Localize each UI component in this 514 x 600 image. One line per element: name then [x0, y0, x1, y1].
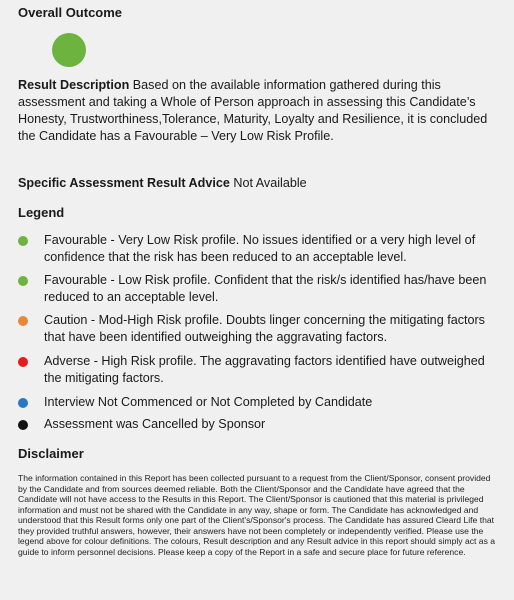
blue-dot-icon	[18, 398, 28, 408]
disclaimer-heading: Disclaimer	[18, 446, 84, 461]
legend-item-text: Assessment was Cancelled by Sponsor	[44, 417, 266, 431]
result-description	[18, 77, 496, 145]
legend-item-text: Adverse - High Risk profile. The aggravating factors identified have outweighed the mitigating factors.	[44, 354, 485, 385]
green-dot-icon	[18, 236, 28, 246]
orange-dot-icon	[18, 316, 28, 326]
specific-assessment-advice	[18, 175, 307, 191]
legend-item-cancelled	[18, 416, 498, 433]
overall-outcome-heading: Overall Outcome	[18, 5, 123, 20]
green-dot-icon	[18, 276, 28, 286]
result-description-label: Result Description	[18, 78, 130, 92]
legend-item-text: Interview Not Commenced or Not Completed by Candidate	[44, 395, 373, 409]
legend-item-interview-not-completed	[18, 394, 498, 411]
legend-item-very-low-risk	[18, 232, 498, 266]
result-description-text: Based on the available information gathered during this assessment and taking a Whole of Person approach in assessing this Candidate’s Honesty, Trustworthiness,Tolerance, Maturity, Loyalty and Resilience, it is concluded the Candidate has a Favourable – Very Low Risk Profile.	[18, 78, 488, 143]
black-dot-icon	[18, 420, 28, 430]
red-dot-icon	[18, 357, 28, 367]
overall-outcome-indicator-dot	[52, 33, 86, 67]
legend-item-text: Favourable - Low Risk profile. Confident that the risk/s identified has/have been reduced to an acceptable level.	[44, 273, 487, 304]
specific-advice-value: Not Available	[233, 176, 307, 190]
legend-item-text: Favourable - Very Low Risk profile. No issues identified or a very high level of confidence that the risk has been reduced to an acceptable level.	[44, 233, 476, 264]
legend-item-low-risk	[18, 272, 498, 306]
legend-item-caution	[18, 312, 498, 346]
legend-heading: Legend	[18, 205, 65, 220]
disclaimer-text: The information contained in this Report has been collected pursuant to a request from the Client/Sponsor, consent provided by the Candidate and from sources deemed reliable. Both the Client/Sponsor and the Candidate have agreed that the Candidate will not have access to the Results in this Report. The Client/Sponsor is cautioned that this material is privileged information and must not be shared with the Candidate in any way, shape or form. The Candidate has acknowledged and understood that this Result forms only one part of the Client's/Sponsor's process. The Candidate has assured Cleard Life that they provided truthful answers, however, their answers have not been completely or independently verified. Please use the legend above for colour definitions. The colours, Result description and any Result advice in this report should simply act as a guide to inform personnel decisions. Please keep a copy of the Report in a safe and secure place for future reference.	[18, 473, 496, 557]
legend-item-adverse	[18, 353, 498, 387]
legend-item-text: Caution - Mod-High Risk profile. Doubts linger concerning the mitigating factors that have been identified outweighing the aggravating factors.	[44, 313, 485, 344]
specific-advice-label: Specific Assessment Result Advice	[18, 176, 230, 190]
